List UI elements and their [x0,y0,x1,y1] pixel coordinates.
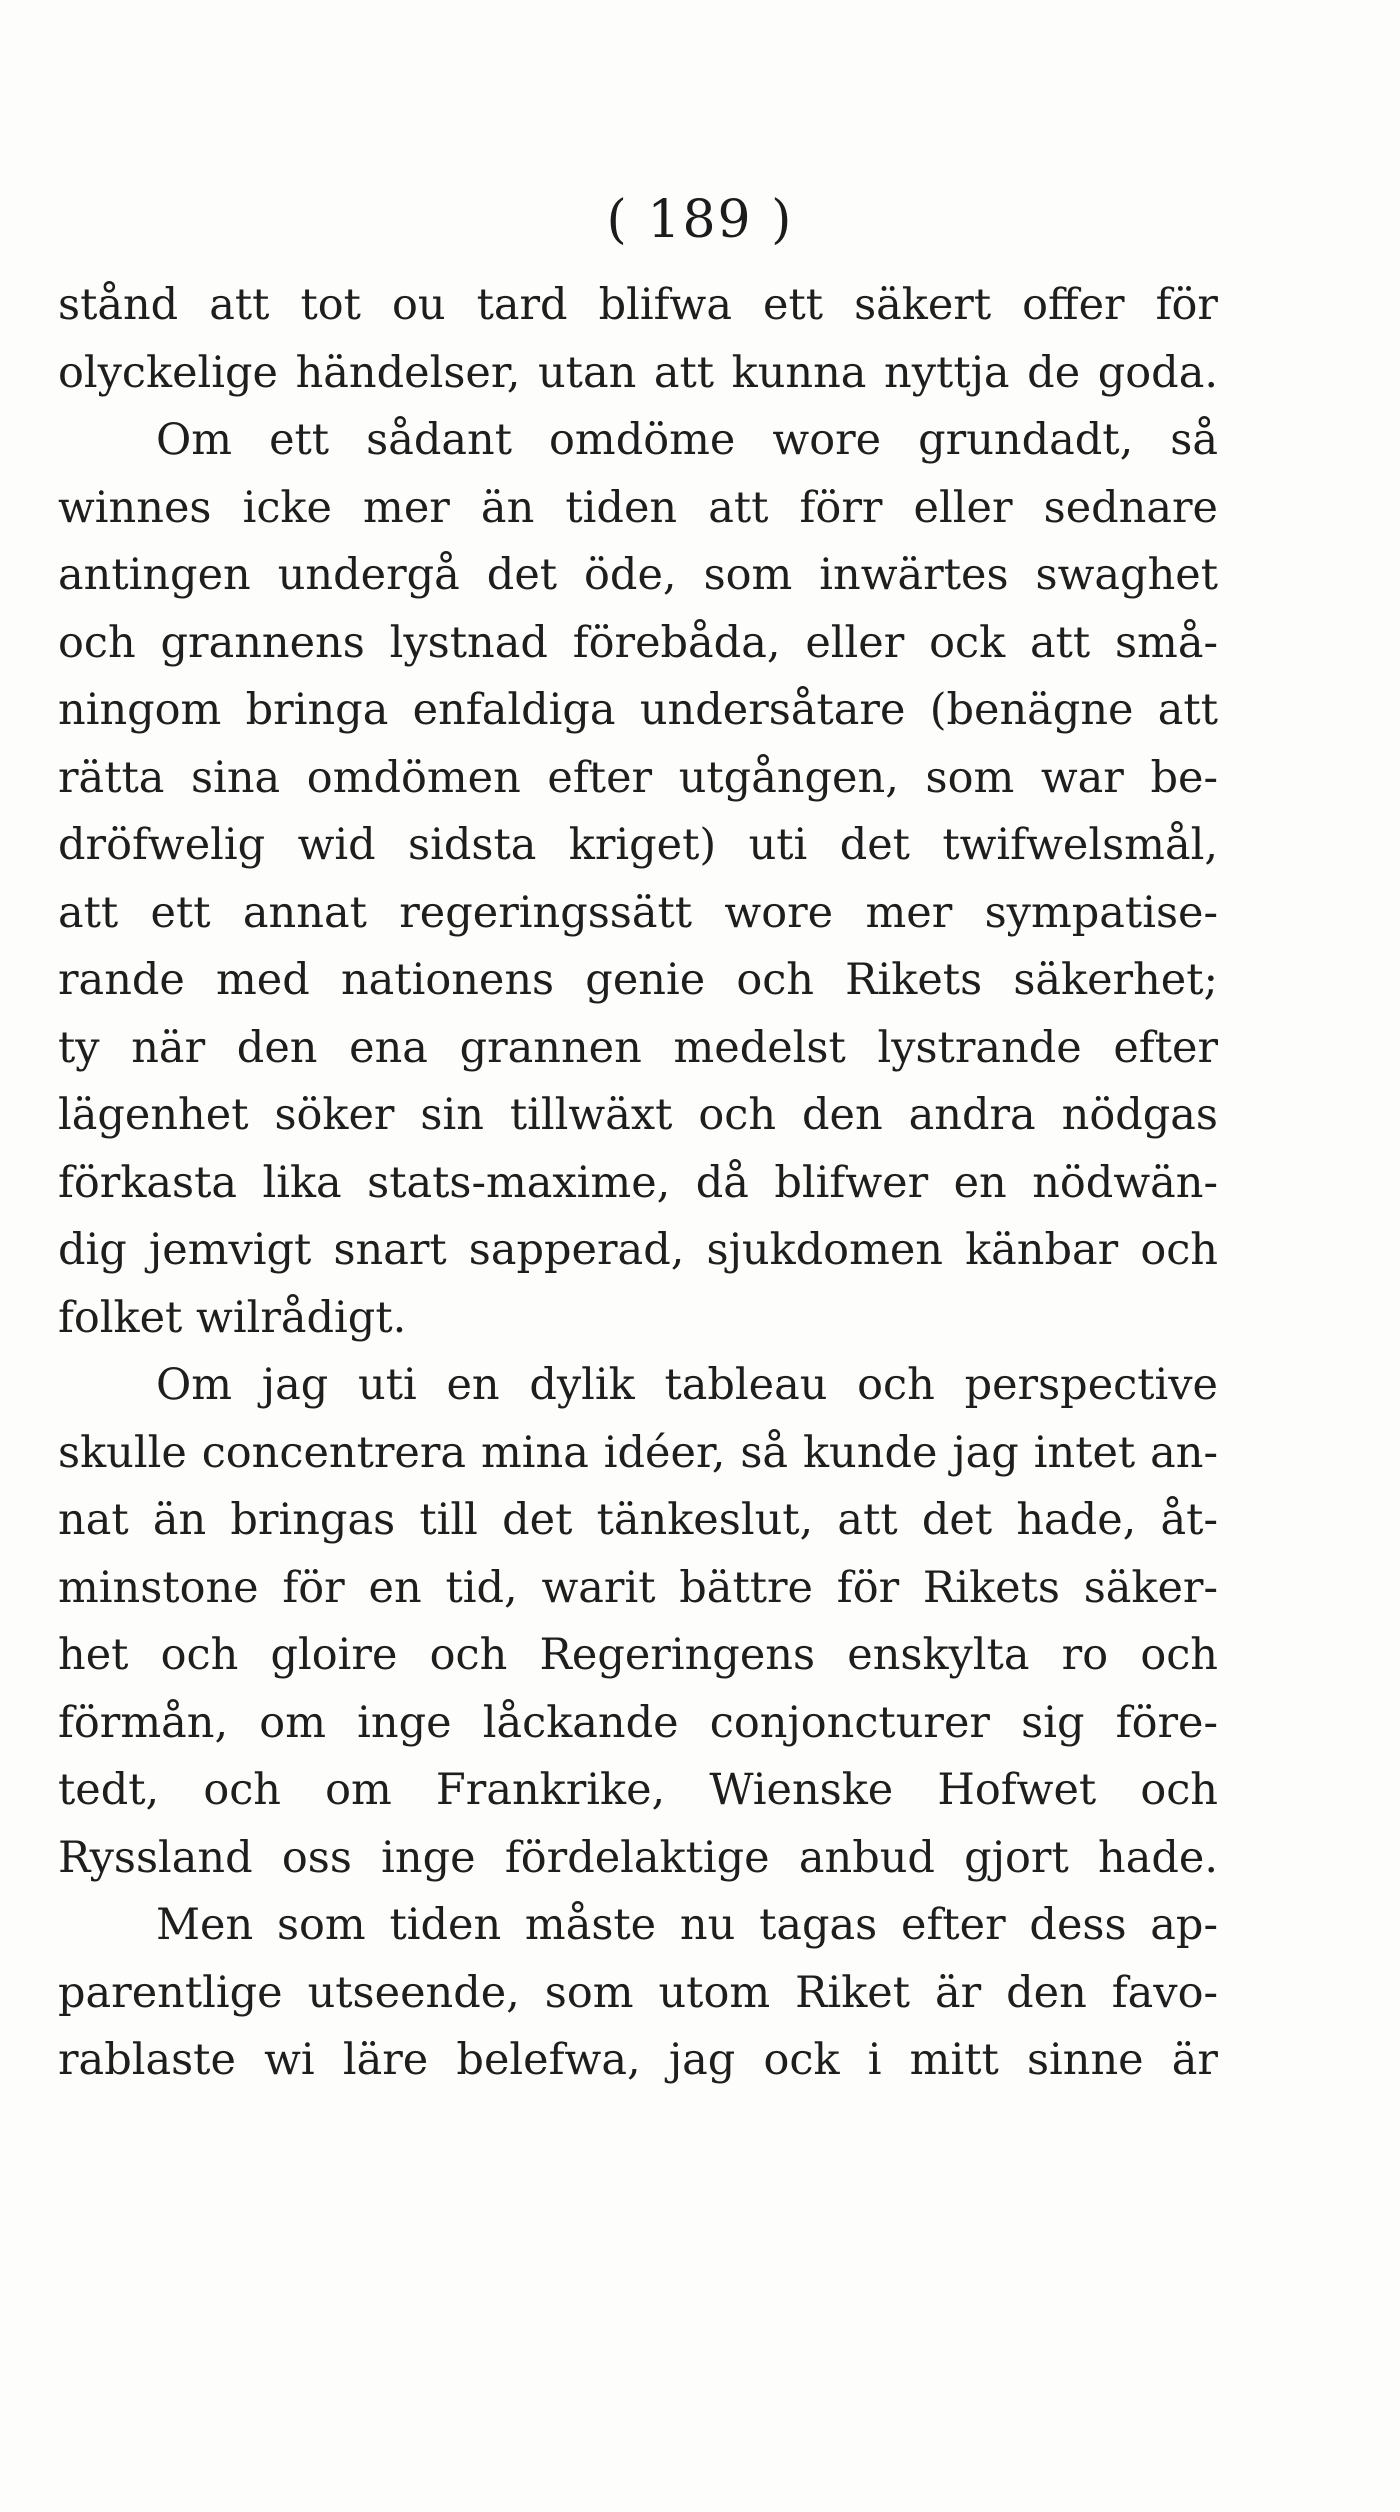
body-text [58,272,1218,2095]
text-line: att ett annat regeringssätt wore mer sympatise- [58,887,1218,938]
text-line: dig jemvigt snart sapperad, sjukdomen känbar och [58,1225,1218,1275]
text-line: winnes icke mer än tiden att förr eller sednare [58,482,1218,533]
text-line: skulle concentrera mina idéer, så kunde jag intet an- [58,1427,1218,1478]
text-line: ningom bringa enfaldiga undersåtare (benägne att [58,685,1218,735]
text-line: tedt, och om Frankrike, Wienske Hofwet och [58,1765,1218,1815]
text-line: Om ett sådant omdöme wore grundadt, så [156,415,1218,465]
text-line: Ryssland oss inge fördelaktige anbud gjort hade. [58,1832,1218,1883]
text-line: rätta sina omdömen efter utgången, som war be- [58,752,1218,803]
text-line: förmån, om inge låckande conjoncturer sig före- [58,1697,1218,1748]
text-line: nat än bringas till det tänkeslut, att det hade, åt- [58,1495,1218,1545]
text-line: Men som tiden måste nu tagas efter dess ap- [156,1900,1218,1950]
text-line: och grannens lystnad förebåda, eller ock att små- [58,617,1218,668]
text-line: antingen undergå det öde, som inwärtes swaghet [58,550,1218,600]
text-line: parentlige utseende, som utom Riket är den favo- [58,1967,1218,2018]
text-line: folket wilrådigt. [58,1292,407,1343]
text-line: het och gloire och Regeringens enskylta ro och [58,1630,1218,1680]
text-line: minstone för en tid, warit bättre för Rikets säker- [58,1562,1218,1613]
text-line: lägenhet söker sin tillwäxt och den andra nödgas [58,1090,1218,1140]
page-number: ( 189 ) [606,190,794,250]
text-line: rande med nationens genie och Rikets säkerhet; [58,955,1218,1005]
text-line: rablaste wi läre belefwa, jag ock i mitt sinne är [58,2035,1218,2085]
text-line: dröfwelig wid sidsta kriget) uti det twifwelsmål, [58,820,1218,870]
text-line: Om jag uti en dylik tableau och perspective [156,1360,1218,1410]
text-line: stånd att tot ou tard blifwa ett säkert offer för [58,280,1218,330]
text-line: olyckelige händelser, utan att kunna nyttja de goda. [58,347,1218,398]
text-line: förkasta lika stats-maxime, då blifwer en nödwän- [58,1157,1218,1208]
text-line: ty när den ena grannen medelst lystrande efter [58,1022,1218,1073]
